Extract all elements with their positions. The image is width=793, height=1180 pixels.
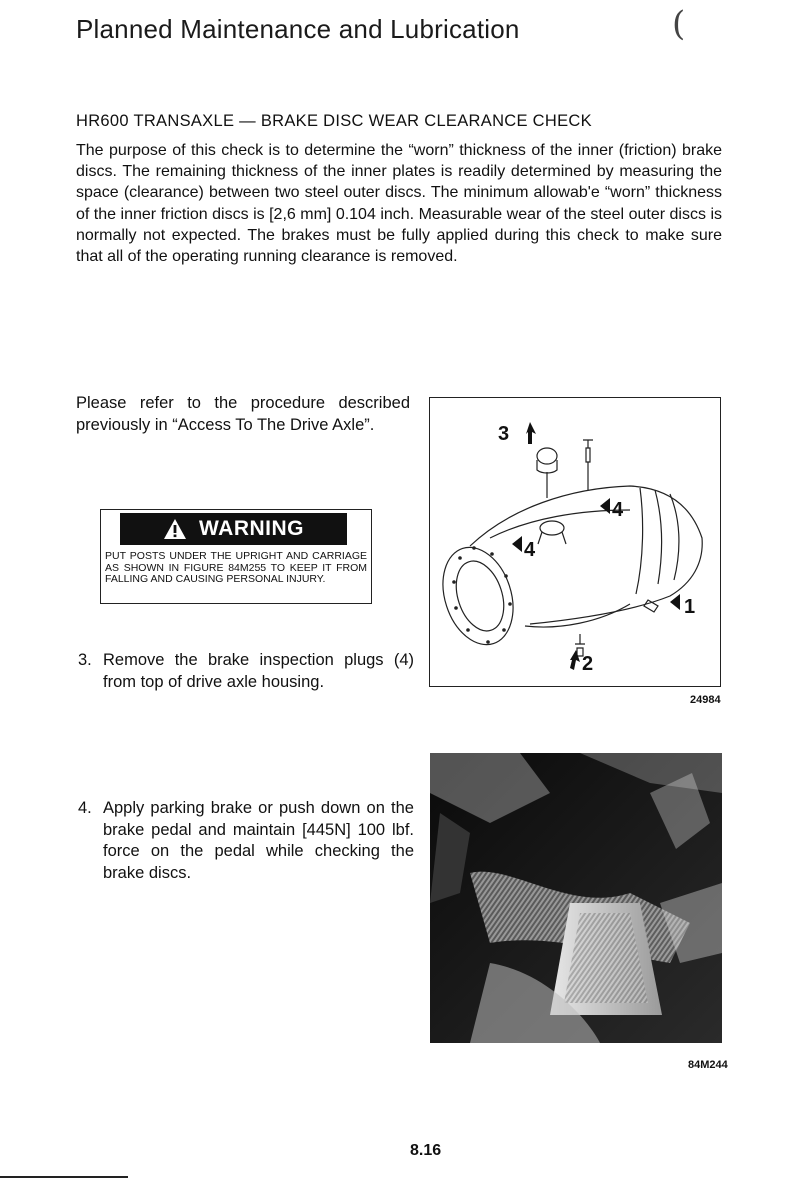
- step-4: [78, 798, 414, 888]
- warning-triangle-icon: [163, 518, 187, 540]
- margin-paren: (: [672, 4, 686, 44]
- section-heading: HR600 TRANSAXLE — BRAKE DISC WEAR CLEARANCE CHECK: [76, 112, 592, 130]
- warning-header: [120, 513, 347, 545]
- figure2-caption: 84M244: [688, 1059, 728, 1071]
- axle-housing-drawing: [430, 398, 719, 685]
- brake-pedal-photo: [430, 753, 722, 1043]
- callout-2: 2: [582, 653, 594, 675]
- callout-4-left: 4: [524, 539, 536, 561]
- figure1-caption: 24984: [690, 694, 721, 706]
- step-text: Apply parking brake or push down on the brake pedal and maintain [445N] 100 lbf. force on the pedal while checking the brake discs.: [103, 799, 414, 882]
- refer-paragraph: Please refer to the procedure described previously in “Access To The Drive Axle”.: [76, 394, 410, 434]
- callout-3: 3: [498, 423, 510, 445]
- step-text: Remove the brake inspection plugs (4) from top of drive axle housing.: [103, 651, 414, 691]
- figure-axle-diagram: [429, 397, 721, 687]
- warning-text: PUT POSTS UNDER THE UPRIGHT AND CARRIAGE AS SHOWN IN FIGURE 84M255 TO KEEP IT FROM FALLING AND CAUSING PERSONAL INJURY.: [105, 550, 367, 586]
- intro-paragraph: The purpose of this check is to determine the “worn” thickness of the inner (friction) brake discs. The remaining thickness of the inner plates is readily determined by measuring the space (clearance) between two steel outer discs. The minimum allowab'e “worn” thickness of the inner friction discs is [2,6 mm] 0.104 inch. Measurable wear of the steel outer discs is normally not expected. The brakes must be fully applied during this check to make sure that all of the operating running clearance is removed.: [76, 142, 722, 266]
- step-number: 3.: [78, 651, 92, 669]
- warning-label: WARNING: [199, 517, 304, 540]
- page-number: 8.16: [410, 1142, 442, 1159]
- bottom-rule: [0, 1176, 128, 1178]
- warning-box: [100, 509, 372, 604]
- step-number: 4.: [78, 799, 92, 817]
- step-3: [78, 650, 414, 700]
- callout-4-right: 4: [612, 499, 624, 521]
- page-title: Planned Maintenance and Lubrication: [76, 14, 520, 44]
- figure-brake-pedal-photo: [430, 753, 722, 1043]
- callout-1: 1: [684, 596, 696, 618]
